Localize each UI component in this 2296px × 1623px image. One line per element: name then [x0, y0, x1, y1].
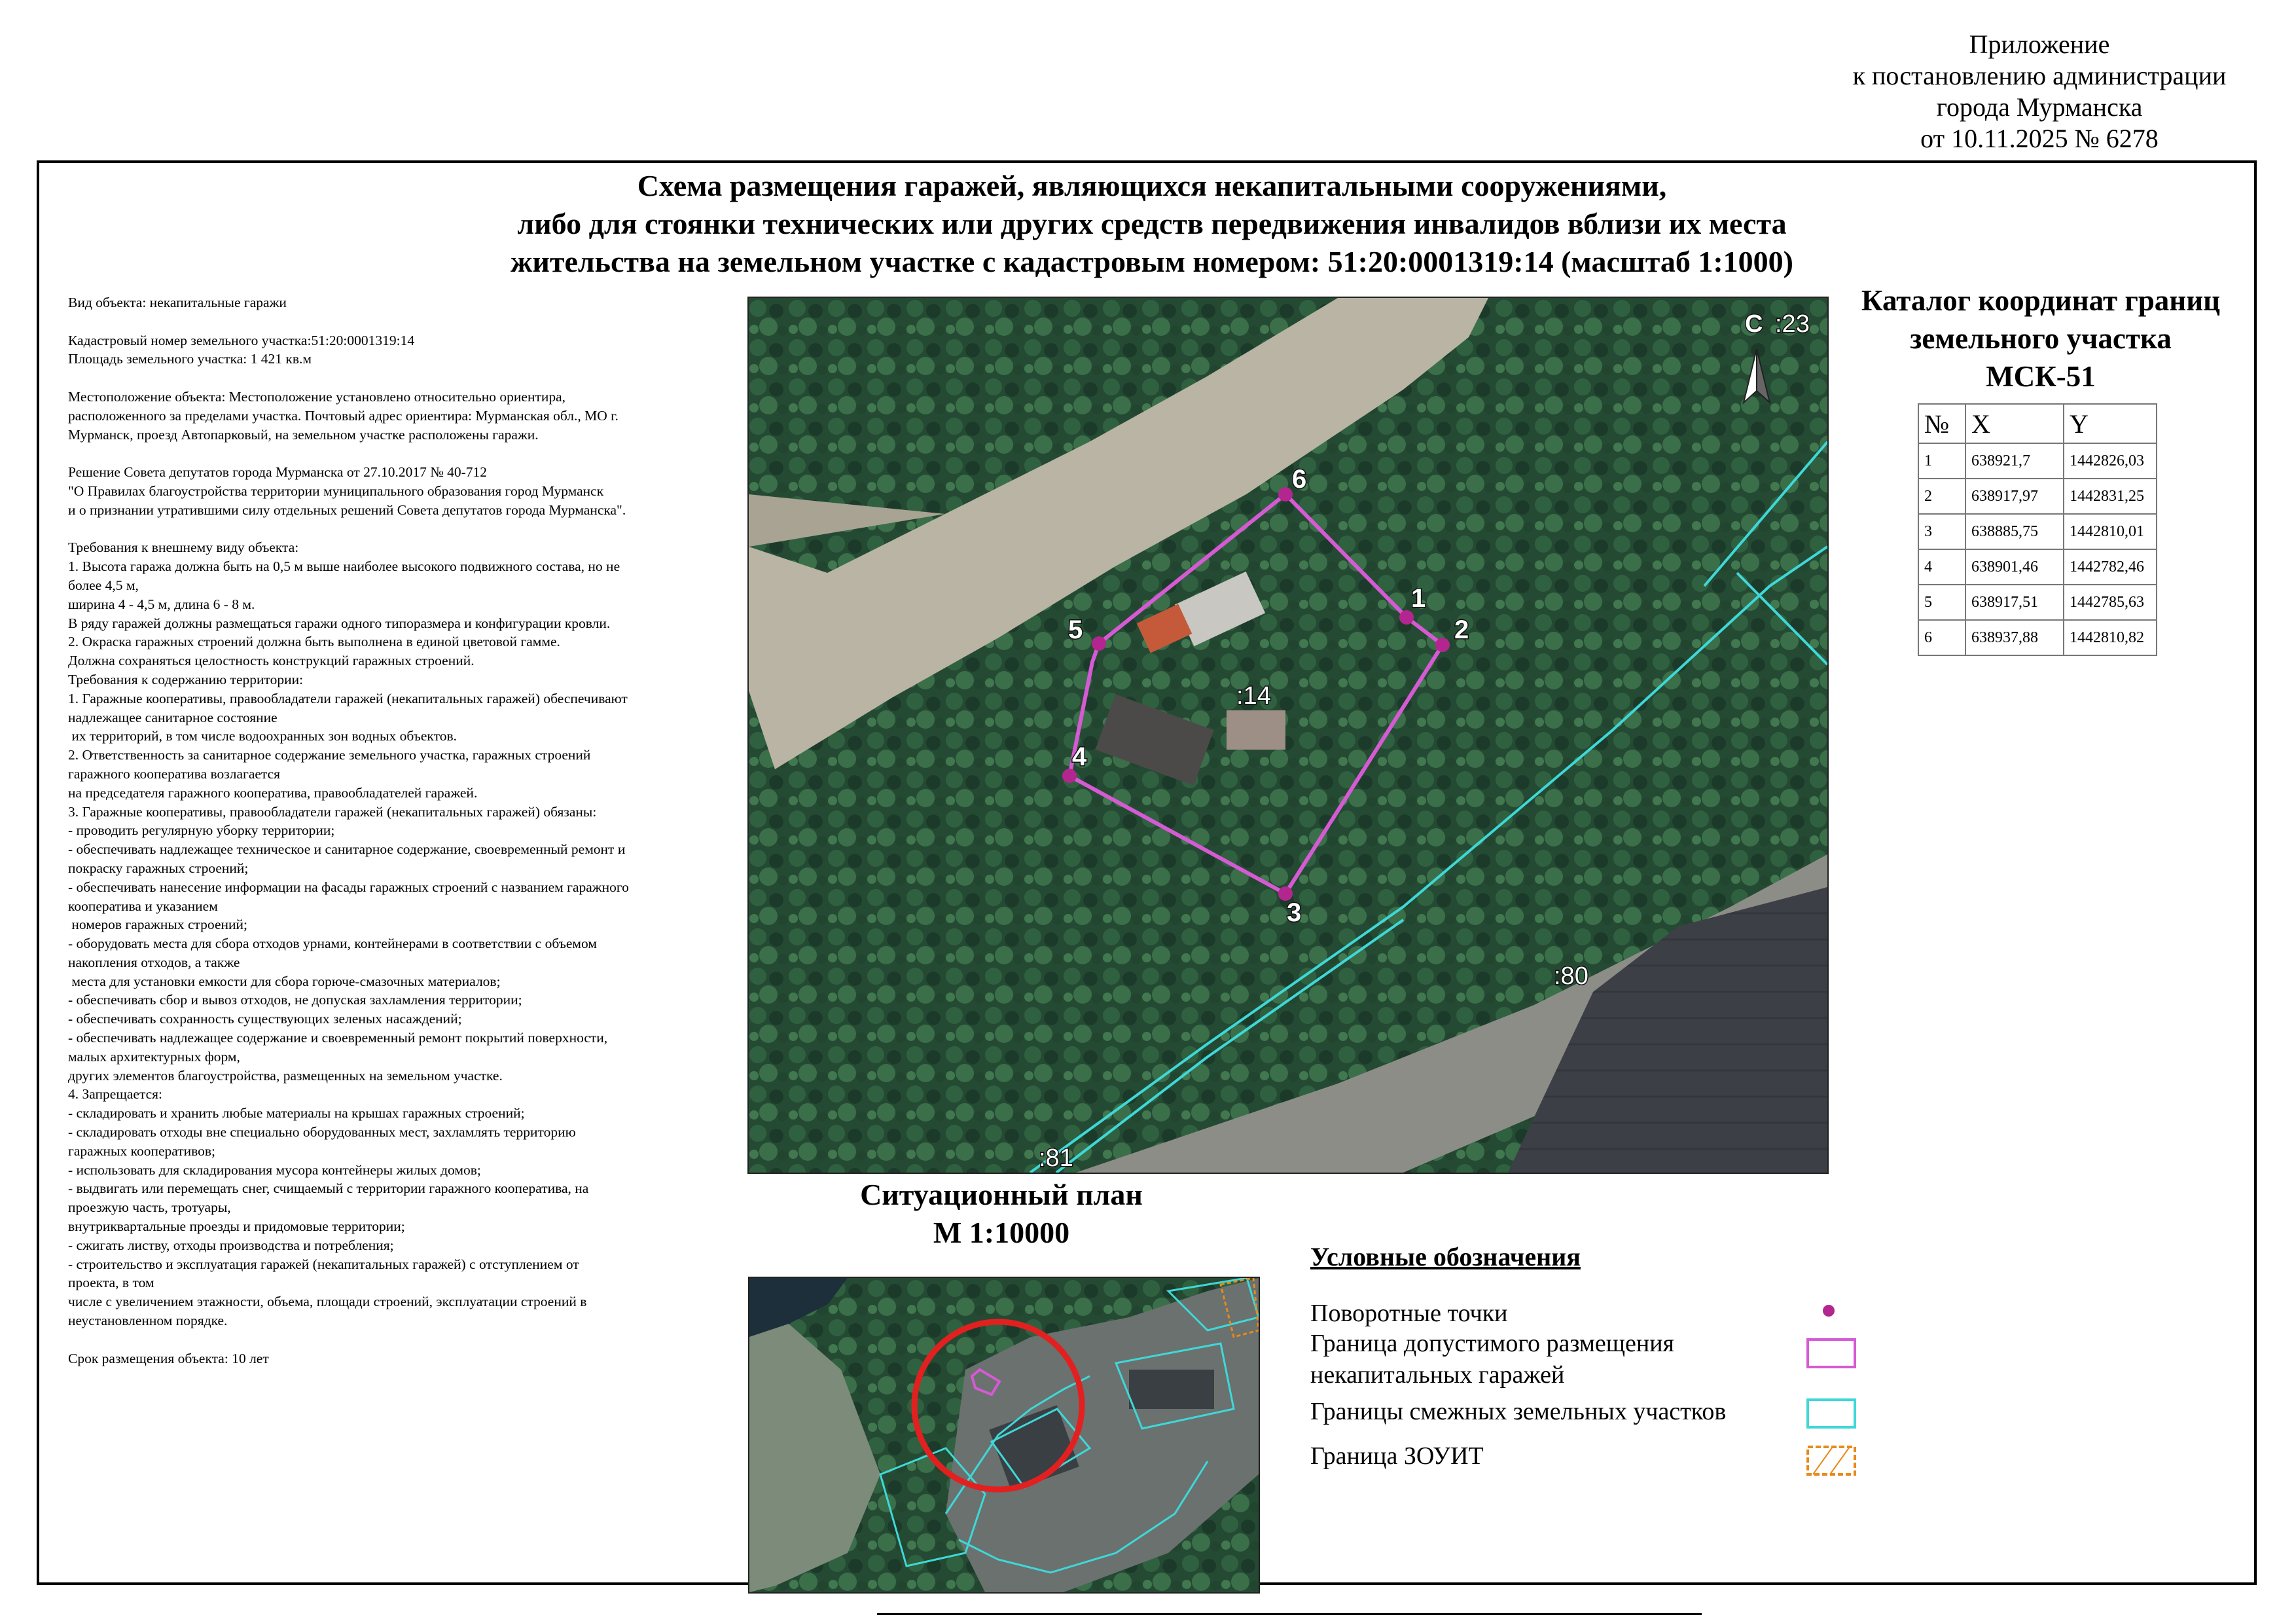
cell-x: 638885,75 — [1965, 514, 2064, 549]
situation-title-line-2: М 1:10000 — [933, 1216, 1070, 1249]
table-header-row — [1918, 404, 2157, 443]
hatched-rect-icon — [1806, 1446, 1856, 1476]
legend-label-turning-points: Поворотные точки — [1310, 1300, 1508, 1327]
scheme-title-line-1: Схема размещения гаражей, являющихся некапитальными сооружениями, — [637, 169, 1667, 202]
cell-number: 2 — [1918, 479, 1965, 514]
rect-icon — [1806, 1398, 1856, 1429]
situation-map[interactable] — [748, 1277, 1260, 1594]
catalog-title — [1838, 282, 2244, 395]
neighbor-label-23: :23 — [1775, 310, 1810, 338]
turning-point-2[interactable] — [1435, 638, 1450, 652]
cell-y: 1442782,46 — [2064, 549, 2157, 585]
catalog-title-line-2: земельного участка — [1910, 322, 2172, 355]
cell-x: 638917,51 — [1965, 585, 2064, 620]
catalog-title-line-3: МСК-51 — [1986, 360, 2096, 393]
cell-y: 1442810,01 — [2064, 514, 2157, 549]
cell-number: 4 — [1918, 549, 1965, 585]
point-label-5: 5 — [1068, 615, 1083, 644]
turning-point-6[interactable] — [1278, 487, 1293, 501]
parcel-label-14: :14 — [1236, 682, 1271, 710]
cell-y: 1442826,03 — [2064, 443, 2157, 479]
cell-number: 1 — [1918, 443, 1965, 479]
point-label-3: 3 — [1287, 898, 1302, 927]
annex-line-1: Приложение — [1969, 29, 2110, 59]
table-row — [1918, 620, 2157, 655]
main-map[interactable] — [747, 297, 1829, 1174]
cell-number: 5 — [1918, 585, 1965, 620]
object-description: Вид объекта: некапитальные гаражи Кадастровый номер земельного участка:51:20:0001319:14 Площадь земельного участка: 1 421 кв.м Местоположение объекта: Местоположение установлено относительно ориентира, расположенного за пределами участка. Почтовый адрес ориентира: Мурманская обл., МО г. Мурманск, проезд Автопарковый, на земельном участке расположены гаражи. Решение Совета депутатов города Мурманска от 27.10.2017 № 40-712 "О Правилах благоустройства территории муниципального образования город Мурманск и о признании утратившими силу отдельных решений Совета депутатов города Мурманска". Требования к внешнему виду объекта: 1. Высота гаража должна быть на 0,5 м выше наиболее высокого подвижного состава, но не более 4,5 м, ширина 4 - 4,5 м, длина 6 - 8 м. В ряду гаражей должны размещаться гаражи одного типоразмера и конфигурации кровли. 2. Окраска гаражных строений должна быть выполнена в единой цветовой гамме. Должна сохраняться целостность конструкций гаражных строений. Требования к содержанию территории: 1. Гаражные кооперативы, правообладатели гаражей (некапитальных гаражей) обеспечивают надлежащее санитарное состояние их территорий, в том числе водоохранных зон водных объектов. 2. Ответственность за санитарное содержание земельного участка, гаражных строений гаражного кооператива возлагается на председателя гаражного кооператива, правообладателей гаражей. 3. Гаражные кооперативы, правообладатели гаражей (некапитальных гаражей) обязаны: - проводить регулярную уборку территории; - обеспечивать надлежащее техническое и санитарное содержание, своевременный ремонт и покраску гаражных строений; - обеспечивать нанесение информации на фасады гаражных строений с названием гаражного кооператива и указанием номеров гаражных строений; - оборудовать места для сбора отходов урнами, контейнерами в соответствии с объемом накопления отходов, а также места для установки емкости для сбора горюче-смазочных материалов; - обеспечивать сбор и вывоз отходов, не допуская захламления территории; - обеспечивать сохранность существующих зеленых насаждений; - обеспечивать надлежащее содержание и своевременный ремонт покрытий поверхности, малых архитектурных форм, других элементов благоустройства, размещенных на земельном участке. 4. Запрещается: - складировать и хранить любые материалы на крышах гаражных строений; - складировать отходы вне специально оборудованных мест, захламлять территорию гаражных кооперативов; - использовать для складирования мусора контейнеры жилых домов; - выдвигать или перемещать снег, счищаемый с территории гаражного кооператива, на проезжую часть, тротуары, внутриквартальные проезды и придомовые территории; - сжигать листву, отходы производства и потребления; - строительство и эксплуатация гаражей (некапитальных гаражей) с отступлением от проекта, в том числе с увеличением этажности, объема, площади строений, эксплуатации строений в неустановленном порядке. Срок размещения объекта: 10 лет — [68, 295, 629, 1366]
table-row — [1918, 479, 2157, 514]
table-row — [1918, 549, 2157, 585]
annex-line-4: от 10.11.2025 № 6278 — [1920, 124, 2159, 153]
neighbor-label-81: :81 — [1039, 1144, 1073, 1172]
rect-icon — [1806, 1338, 1856, 1368]
scheme-title-line-2: либо для стоянки технических или других средств передвижения инвалидов вблизи их места — [517, 207, 1787, 240]
column-header-y: Y — [2064, 404, 2157, 443]
situation-plan-title — [785, 1176, 1217, 1252]
point-label-4: 4 — [1072, 742, 1087, 771]
garage-roof — [1227, 710, 1285, 750]
turning-point-5[interactable] — [1092, 636, 1106, 651]
legend-label-garage-boundary: Граница допустимого размещения некапитальных гаражей — [1310, 1330, 1675, 1389]
cell-y: 1442831,25 — [2064, 479, 2157, 514]
cell-y: 1442785,63 — [2064, 585, 2157, 620]
cell-x: 638937,88 — [1965, 620, 2064, 655]
annex-header — [1830, 29, 2249, 155]
point-label-6: 6 — [1292, 465, 1307, 494]
point-label-1: 1 — [1411, 584, 1426, 613]
cell-number: 3 — [1918, 514, 1965, 549]
coordinates-table — [1918, 403, 2157, 656]
cell-x: 638917,97 — [1965, 479, 2064, 514]
legend-title: Условные обозначения — [1310, 1242, 1581, 1271]
bottom-rule — [877, 1613, 1702, 1615]
table-row — [1918, 443, 2157, 479]
annex-line-3: города Мурманска — [1936, 92, 2143, 122]
cell-y: 1442810,82 — [2064, 620, 2157, 655]
legend-label-neighbor-boundaries: Границы смежных земельных участков — [1310, 1398, 1727, 1425]
annex-line-2: к постановлению администрации — [1852, 61, 2227, 90]
dot-icon — [1821, 1303, 1837, 1319]
situation-title-line-1: Ситуационный план — [860, 1178, 1143, 1211]
point-label-2: 2 — [1454, 615, 1469, 644]
column-header-number: № — [1918, 404, 1965, 443]
main-map-canvas — [749, 298, 1827, 1173]
cell-x: 638921,7 — [1965, 443, 2064, 479]
legend-label-zouit: Граница ЗОУИТ — [1310, 1442, 1484, 1470]
table-row — [1918, 514, 2157, 549]
catalog-title-line-1: Каталог координат границ — [1861, 284, 2221, 317]
column-header-x: X — [1965, 404, 2064, 443]
building — [1129, 1370, 1214, 1409]
north-letter: С — [1745, 310, 1763, 338]
cell-x: 638901,46 — [1965, 549, 2064, 585]
table-row — [1918, 585, 2157, 620]
situation-map-canvas — [749, 1278, 1259, 1592]
scheme-title-line-3: жительства на земельном участке с кадастровым номером: 51:20:0001319:14 (масштаб 1:1000) — [510, 245, 1793, 278]
neighbor-label-80: :80 — [1554, 962, 1588, 990]
scheme-title — [393, 167, 1911, 281]
cell-number: 6 — [1918, 620, 1965, 655]
